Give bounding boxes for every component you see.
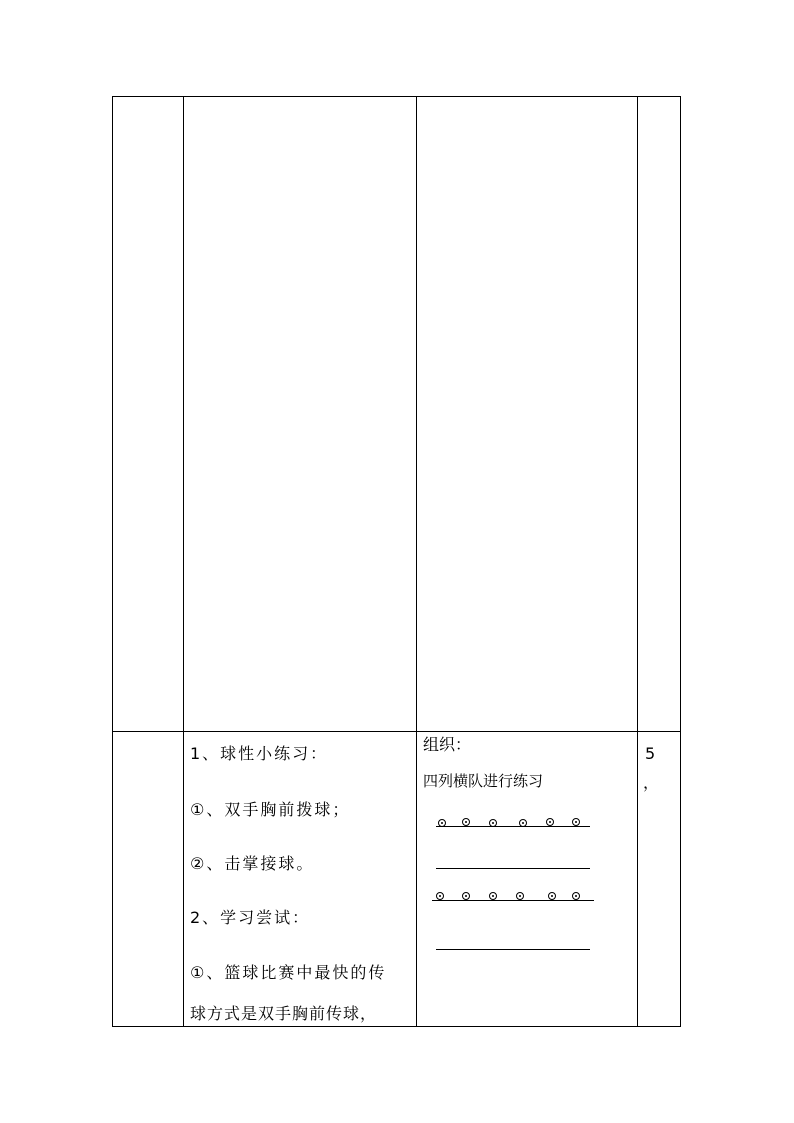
student-marker: [436, 892, 444, 900]
table-column-divider-1: [183, 96, 184, 1027]
formation-text: 四列横队进行练习: [423, 772, 544, 790]
student-marker: [462, 818, 470, 826]
content-line-3: ②、击掌接球。: [190, 854, 315, 873]
table-column-divider-3: [637, 96, 638, 1027]
content-line-1: 1、球性小练习：: [190, 744, 329, 763]
table-border-bottom: [112, 1026, 681, 1027]
content-line-5: ①、篮球比赛中最快的传: [190, 963, 387, 982]
student-marker: [546, 818, 554, 826]
table-row-divider: [112, 731, 681, 732]
student-marker: [462, 892, 470, 900]
content-line-2: ①、双手胸前拨球；: [190, 800, 351, 819]
student-marker: [548, 892, 556, 900]
content-line-4: 2、学习尝试：: [190, 908, 311, 927]
content-line-6: 球方式是双手胸前传球，: [190, 1004, 378, 1023]
formation-line: [436, 949, 590, 950]
student-marker: [572, 818, 580, 826]
table-border-top: [112, 96, 681, 97]
formation-line: [436, 826, 590, 827]
student-marker: [489, 892, 497, 900]
student-marker: [516, 892, 524, 900]
time-value: 5: [645, 744, 656, 763]
formation-line: [432, 900, 594, 901]
time-comma: ，: [643, 773, 660, 792]
organization-label: 组织：: [423, 735, 472, 754]
formation-line: [436, 868, 590, 869]
table-border-right: [680, 96, 681, 1027]
student-marker: [572, 892, 580, 900]
table-border-left: [112, 96, 113, 1027]
table-column-divider-2: [416, 96, 417, 1027]
